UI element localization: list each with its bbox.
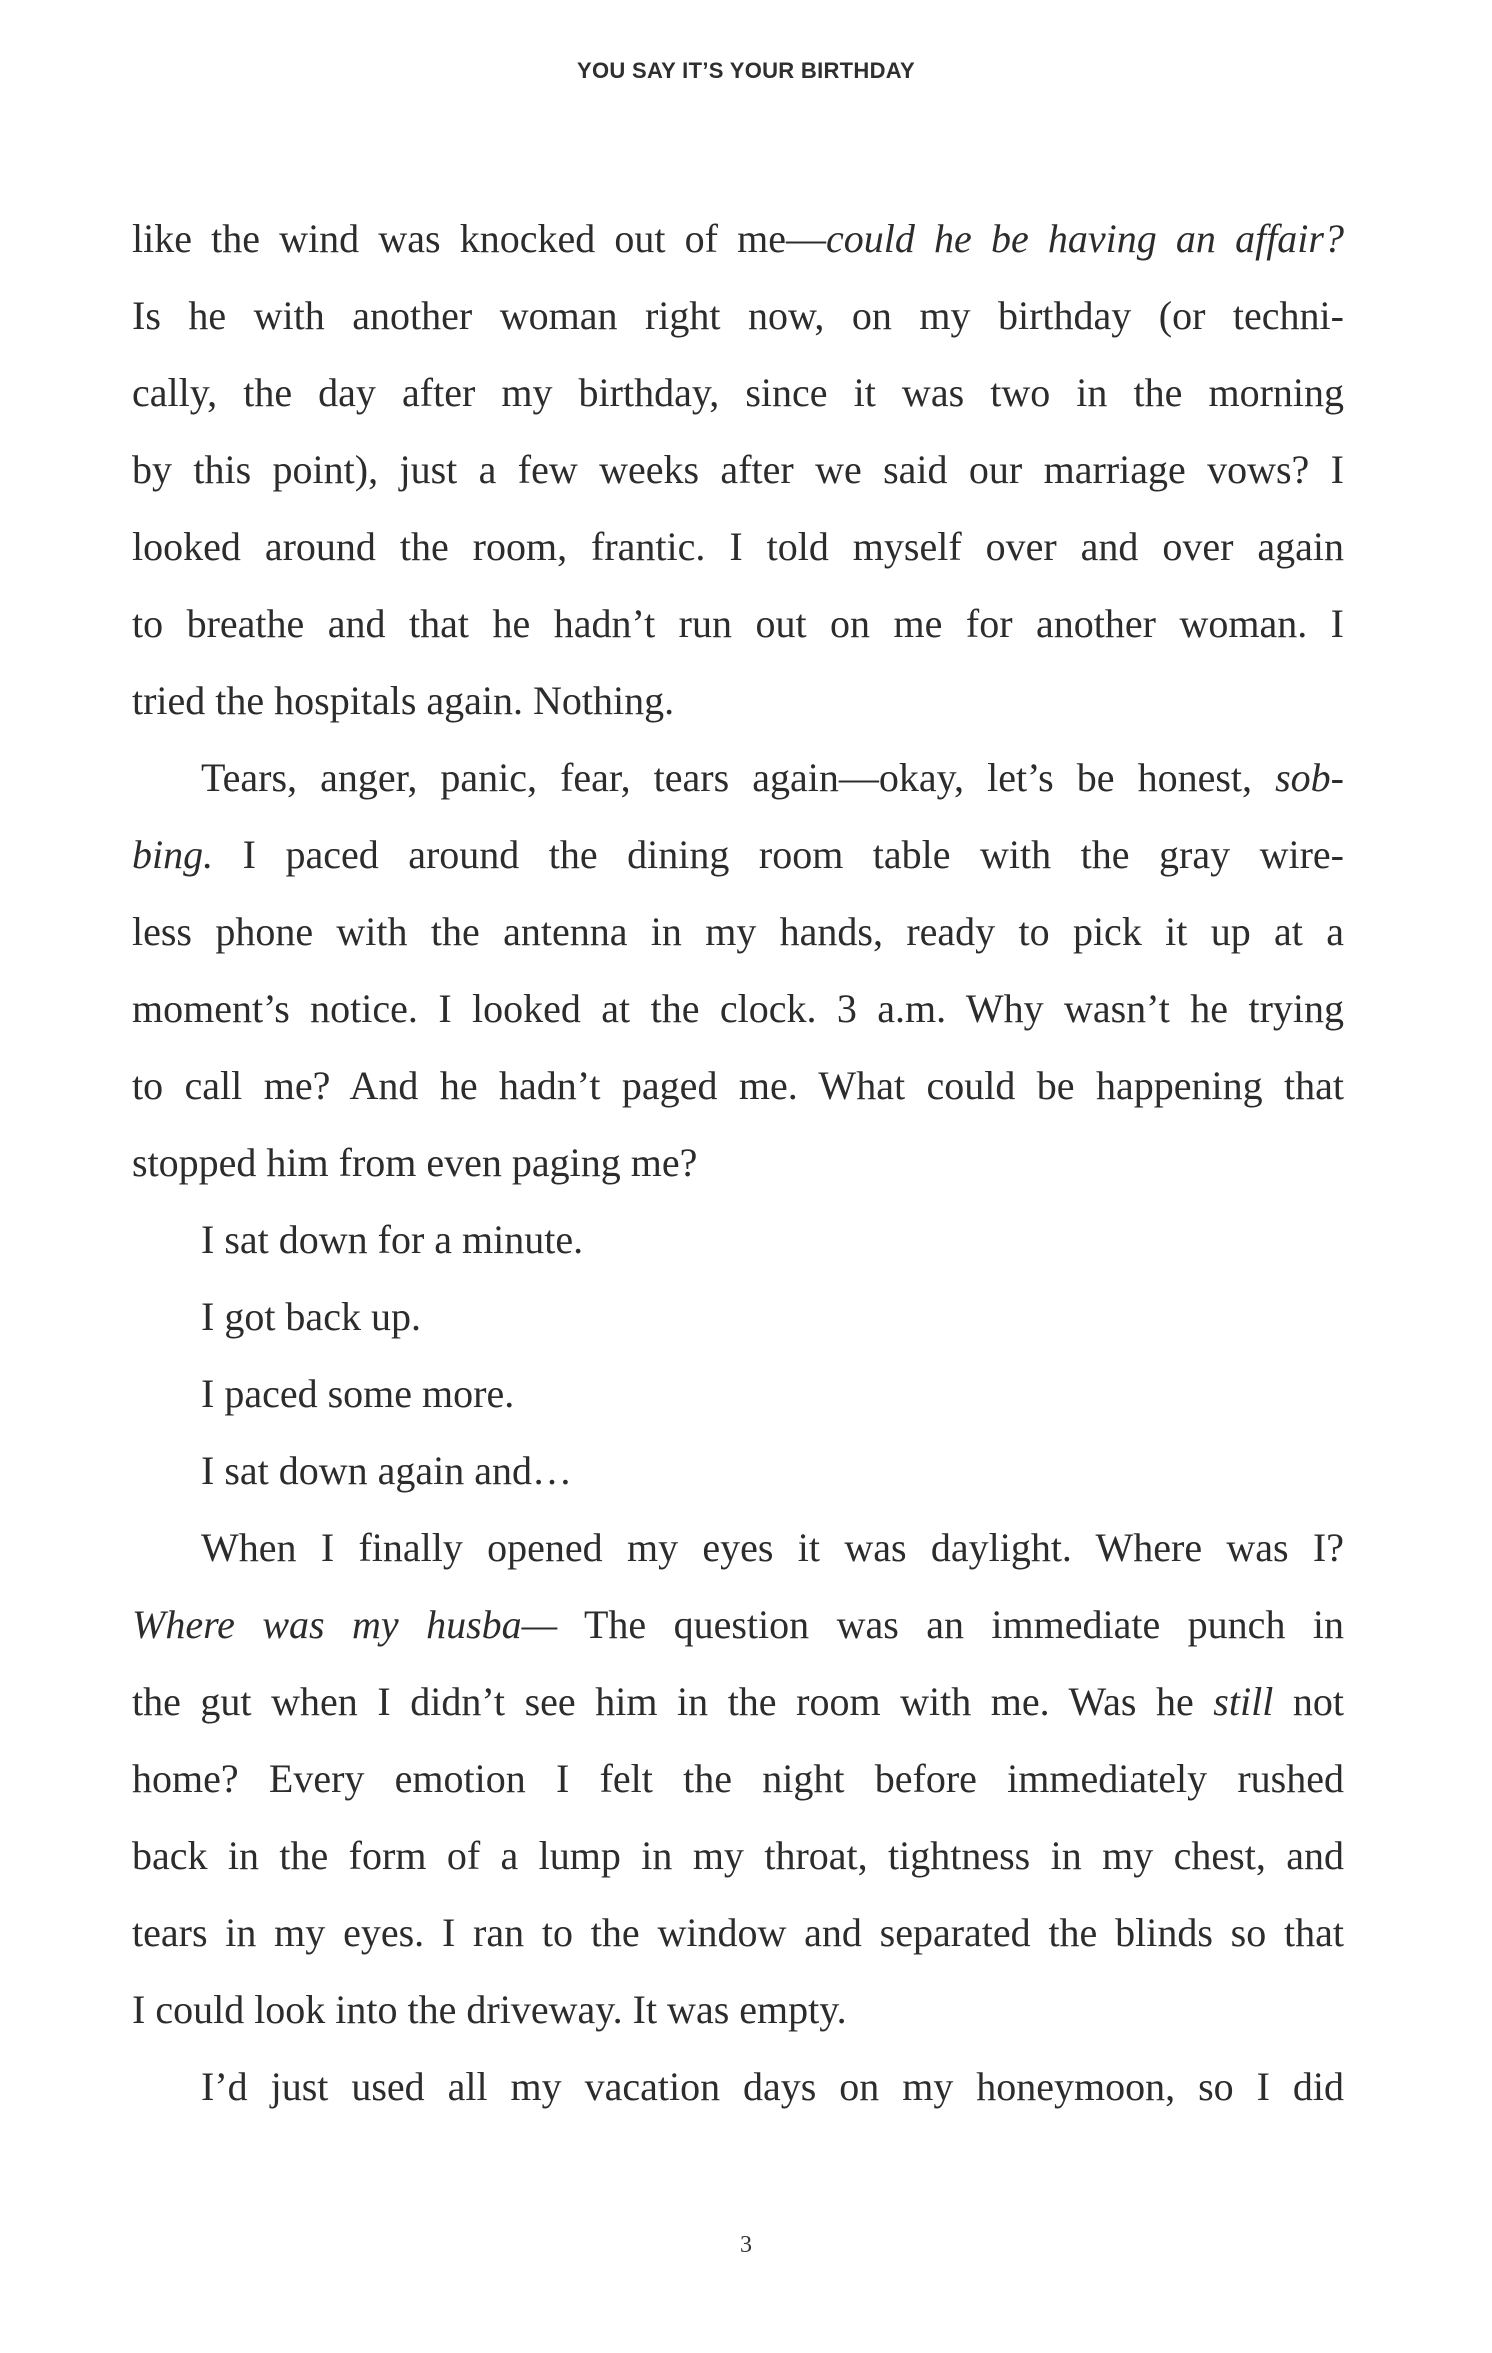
text-line: stopped him from even paging me? [132, 1140, 698, 1185]
text-line: cally, the day after my birthday, since it was two in the morning [132, 370, 1344, 415]
text-line [132, 1586, 1344, 1663]
text-line: I sat down for a minute. [201, 1217, 584, 1262]
text-span: I paced around the dining room table with the gray wire- [213, 832, 1344, 877]
italic-span: sob- [1275, 755, 1344, 800]
text-line [132, 200, 1344, 277]
text-line: I sat down again and… [201, 1448, 573, 1493]
text-line: I paced some more. [201, 1371, 515, 1416]
running-header: YOU SAY IT’S YOUR BIRTHDAY [577, 58, 915, 83]
text-line: I got back up. [201, 1294, 421, 1339]
text-span: The question was an immediate punch in [557, 1602, 1344, 1647]
text-span: not [1273, 1679, 1344, 1724]
text-line: tears in my eyes. I ran to the window and separated the blinds so that [132, 1910, 1344, 1955]
text-line: back in the form of a lump in my throat, tightness in my chest, and [132, 1833, 1344, 1878]
text-line: to call me? And he hadn’t paged me. What could be happening that [132, 1063, 1344, 1108]
body-text [132, 200, 1344, 2125]
text-line [132, 1663, 1344, 1740]
text-span: the gut when I didn’t see him in the room with me. Was he [132, 1679, 1214, 1724]
text-line: I’d just used all my vacation days on my honeymoon, so I did [201, 2064, 1344, 2109]
italic-span: could he be having an affair? [826, 216, 1344, 261]
text-line: tried the hospitals again. Nothing. [132, 678, 675, 723]
page-number: 3 [740, 2232, 752, 2258]
text-line: less phone with the antenna in my hands, ready to pick it up at a [132, 909, 1344, 954]
text-line: moment’s notice. I looked at the clock. 3 a.m. Why wasn’t he trying [132, 986, 1344, 1031]
text-line: home? Every emotion I felt the night before immediately rushed [132, 1756, 1344, 1801]
text-span: like the wind was knocked out of me— [132, 216, 827, 261]
text-line: Is he with another woman right now, on my birthday (or techni- [132, 293, 1344, 338]
text-span: Tears, anger, panic, fear, tears again—okay, let’s be honest, [201, 755, 1276, 800]
italic-span: bing. [132, 832, 214, 877]
text-line [132, 816, 1344, 893]
text-line: When I finally opened my eyes it was daylight. Where was I? [201, 1525, 1344, 1570]
italic-span: Where was my husba— [132, 1602, 558, 1647]
text-line: looked around the room, frantic. I told myself over and over again [132, 524, 1344, 569]
text-line: by this point), just a few weeks after we said our marriage vows? I [132, 447, 1344, 492]
text-line: I could look into the driveway. It was empty. [132, 1987, 847, 2032]
text-line: to breathe and that he hadn’t run out on me for another woman. I [132, 601, 1344, 646]
italic-span: still [1213, 1679, 1274, 1724]
text-line [132, 739, 1344, 816]
